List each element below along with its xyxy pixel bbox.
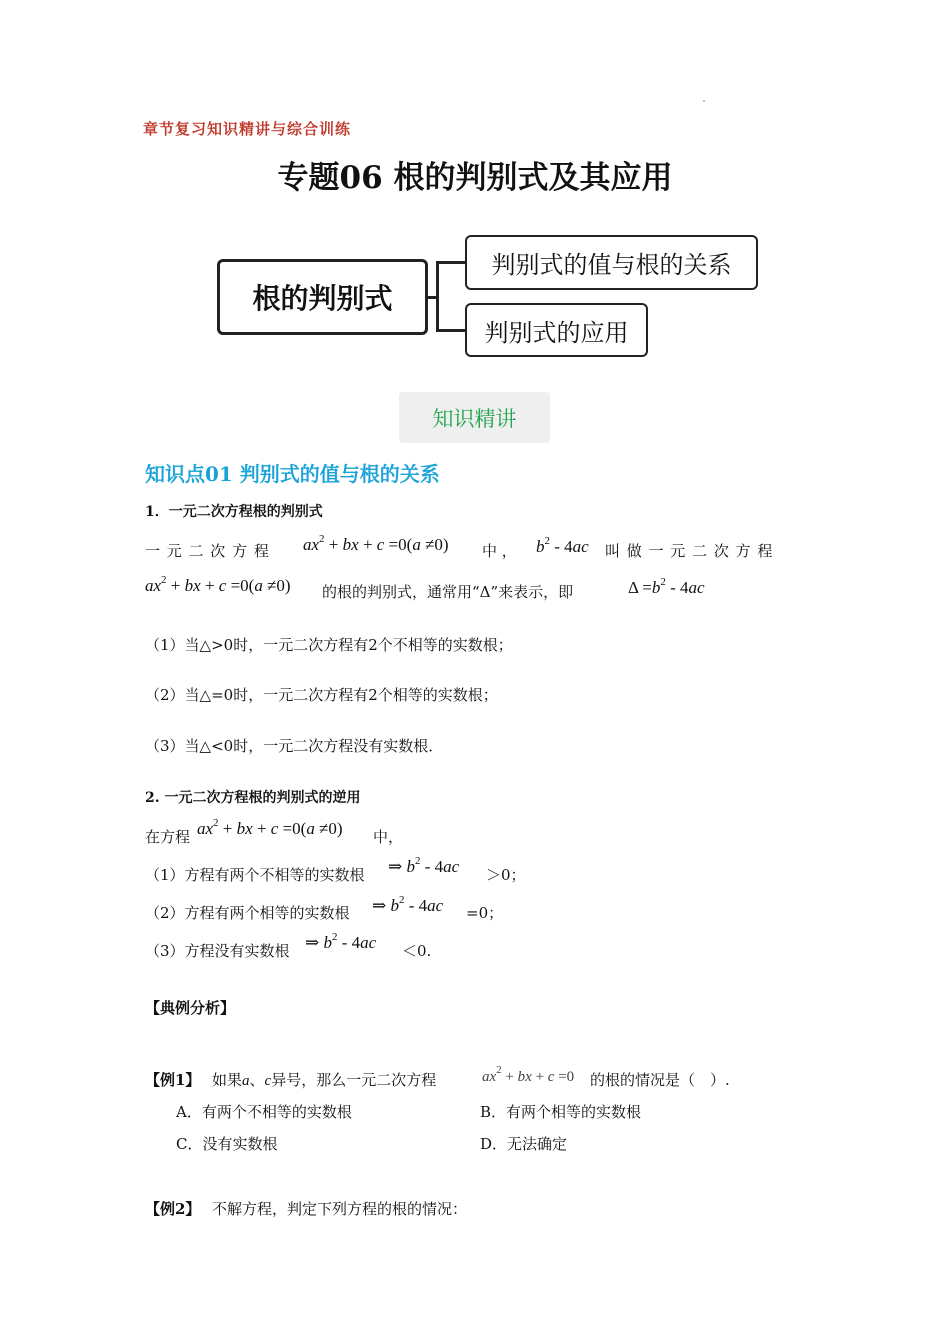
- definition-text: 中 ，: [482, 542, 517, 560]
- choice-option: B．有两个相等的实数根: [480, 1103, 642, 1121]
- quadratic-equation: $ax^2$ + bx + c =0(a ≠0): [145, 574, 291, 595]
- header-label: 章节复习知识精讲与综合训练: [143, 120, 352, 138]
- inverse-formula: ⇒ $b^2 - 4ac$: [305, 931, 377, 952]
- inverse-formula: ⇒ $b^2 - 4ac$: [372, 894, 444, 915]
- delta-formula: $\Delta =b^2 - 4ac$: [628, 576, 705, 597]
- example-text: 不解方程，判定下列方程的根的情况：: [212, 1200, 468, 1218]
- case-text: （1）当△>0时，一元二次方程有2个不相等的实数根；: [145, 636, 513, 654]
- mindmap-child-node: 判别式的值与根的关系: [465, 235, 758, 290]
- mindmap-connector: [436, 329, 465, 332]
- discriminant-expression: $b^2 - 4ac$: [536, 535, 589, 556]
- example-tag: 【例1】: [145, 1071, 201, 1089]
- definition-text: 叫 做 一 元 二 次 方 程: [605, 542, 774, 560]
- case-text: （2）当△=0时，一元二次方程有2个相等的实数根；: [145, 686, 498, 704]
- quadratic-equation: $ax^2$ + bx + c =0: [482, 1064, 575, 1085]
- page-title: 专题06 根的判别式及其应用: [277, 160, 673, 196]
- knowledge-point-heading: 知识点01 判别式的值与根的关系: [145, 462, 440, 486]
- inverse-item: =0；: [466, 904, 504, 922]
- quadratic-equation: $ax^2$ + bx + c =0(a ≠0): [303, 533, 449, 554]
- choice-option: A．有两个不相等的实数根: [176, 1103, 352, 1121]
- definition-text: 的根的判别式，通常用“Δ”来表示，即: [322, 583, 574, 601]
- examples-heading: 【典例分析】: [145, 999, 236, 1017]
- section-badge: 知识精讲: [399, 392, 550, 443]
- choice-option: C．没有实数根: [176, 1135, 278, 1153]
- mindmap-connector: [436, 261, 439, 332]
- inverse-formula: ⇒ $b^2 - 4ac$: [388, 855, 460, 876]
- subsection-heading: 2. 一元二次方程根的判别式的逆用: [145, 790, 361, 806]
- page-mark: [703, 100, 705, 102]
- inverse-item: （1）方程有两个不相等的实数根: [145, 866, 365, 884]
- choice-option: D．无法确定: [480, 1135, 568, 1153]
- inverse-item: （3）方程没有实数根: [145, 942, 290, 960]
- mindmap-root-node: 根的判别式: [217, 259, 428, 335]
- inverse-item: （2）方程有两个相等的实数根: [145, 904, 350, 922]
- intro-text: 中，: [373, 828, 404, 846]
- example-tag: 【例2】: [145, 1200, 201, 1218]
- subsection-heading: 1．一元二次方程根的判别式: [145, 504, 323, 520]
- mindmap-child-node: 判别式的应用: [465, 303, 648, 357]
- example-text: 如果a、c异号，那么一元二次方程: [212, 1071, 437, 1089]
- case-text: （3）当△<0时，一元二次方程没有实数根．: [145, 737, 444, 755]
- example-text: 的根的情况是（ ）.: [590, 1071, 730, 1089]
- intro-text: 在方程: [145, 828, 191, 846]
- inverse-item: ＜0.: [402, 942, 432, 960]
- inverse-item: ＞0；: [486, 866, 526, 884]
- mindmap-connector: [436, 261, 465, 264]
- definition-text: 一 元 二 次 方 程: [145, 542, 270, 560]
- quadratic-equation: $ax^2$ + bx + c =0(a ≠0): [197, 817, 343, 838]
